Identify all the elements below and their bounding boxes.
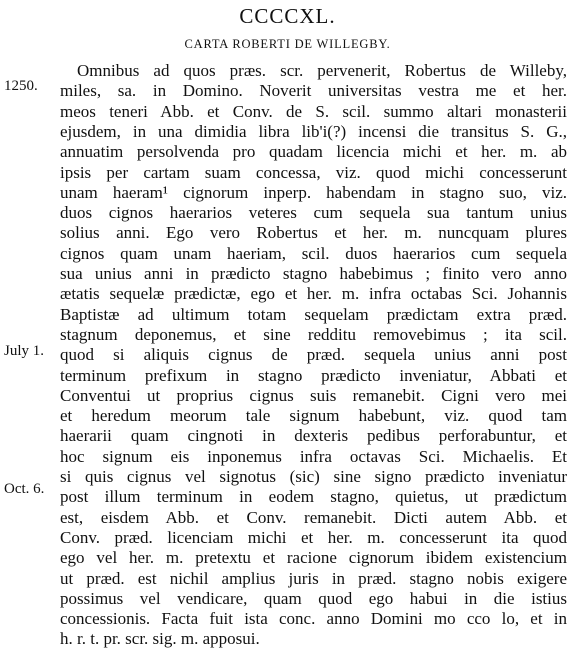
text-line: Baptistæ ad ultimum totam sequelam prædictam extra præd. <box>60 304 567 324</box>
text-line: ejusdem, in una dimidia libra lib'i(?) incensi die transitus S. G., <box>60 121 567 141</box>
text-line: stagnum deponemus, et sine redditu removebimus ; ita scil. <box>60 324 567 344</box>
text-line: ipsis per cartam suam concessa, viz. quod michi concesserunt <box>60 162 567 182</box>
text-line: solius anni. Ego vero Robertus et her. m. nuncquam plures <box>60 223 567 243</box>
text-line: et heredum meorum tale signum habebunt, viz. quod tam <box>60 406 567 426</box>
text-line: Conventui ut proprius cignus suis remanebit. Cigni vero mei <box>60 385 567 405</box>
text-line: si quis cignus vel signotus (sic) sine signo prædicto inveniatur <box>60 467 567 486</box>
text-line: est, eisdem Abb. et Conv. remanebit. Dicti autem Abb. et <box>60 507 567 527</box>
text-line: ego vel her. m. pretextu et racione cignorum ibidem existencium <box>60 548 567 568</box>
text-line: h. r. t. pr. scr. sig. m. apposui. <box>60 629 260 649</box>
margin-note-year: 1250. <box>4 78 38 94</box>
text-line: terminum prefixum in stagno prædicto inveniatur, Abbati et <box>60 365 567 385</box>
margin-note-july: July 1. <box>4 343 45 359</box>
text-line: unam haeram¹ cignorum inperp. habendam in stagno suo, viz. <box>60 182 567 202</box>
text-line: quod si aliquis cignus de præd. sequela unius anni post <box>60 345 567 365</box>
text-line: sua unius anni in prædicto stagno habebimus ; finito vero anno <box>60 264 567 283</box>
text-line: Omnibus ad quos præs. scr. pervenerit, Robertus de Willeby, <box>77 61 567 80</box>
text-line: possimus vel vendicare, quam quod ego habui in die istius <box>60 588 567 608</box>
charter-number: CCCCXL. <box>239 4 336 28</box>
text-line: miles, sa. in Domino. Noverit universitas vestra me et her. <box>60 81 567 101</box>
text-line: ut præd. est nichil amplius juris in præd. stagno nobis exigere <box>60 568 567 588</box>
text-line: concessionis. Facta fuit ista conc. anno Domini mo cco lo, et in <box>60 609 567 629</box>
text-line: ætatis sequelæ prædictæ, ego et her. m. infra octabas Sci. Johannis <box>60 284 567 304</box>
text-line: duos cignos haerarios veteres cum sequela sua tantum unius <box>60 203 567 223</box>
margin-note-october: Oct. 6. <box>4 481 45 497</box>
text-line: Conv. præd. licenciam michi et her. m. concesserunt ita quod <box>60 527 567 547</box>
charter-title: CARTA ROBERTI DE WILLEGBY. <box>184 37 391 51</box>
text-line: post illum terminum in eodem stagno, quietus, ut prædictum <box>60 487 567 507</box>
text-line: haerarii quam cingnoti in dexteris pedibus perforabuntur, et <box>60 426 567 446</box>
text-line: annuatim persolvenda pro quadam licencia michi et her. m. ab <box>60 142 567 162</box>
text-line: hoc signum eis inponemus infra octavas Sci. Michaelis. Et <box>60 446 567 466</box>
text-line: meos teneri Abb. et Conv. de S. scil. summo altari monasterii <box>60 101 567 121</box>
text-line: cignos quam unam haeriam, scil. duos haerarios cum sequela <box>60 243 567 263</box>
